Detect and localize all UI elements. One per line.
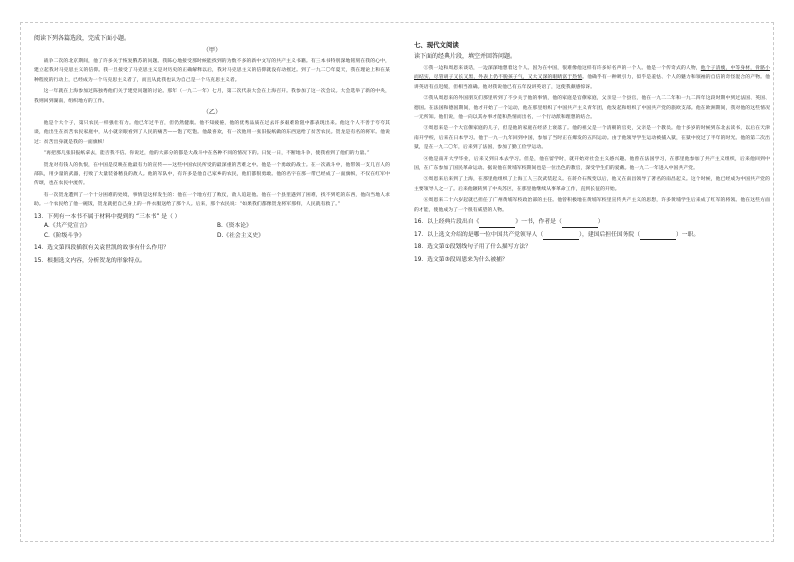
part-b-paragraph: 他是个大个子，第只农民一样强壮有力。他已年过半百，但仍然健康。他不知疲倦，他的优秀品质在过去许多艰难险阻中都表现出来。他这个人不善于夸夸其谈，他出生在贫苦农民家庭中，从小就亲眼看到了人民的痛苦——饱了吃饱。他最喜欢，有一次他用一张旧报纸做的东西送给了贫苦农民。贺龙是有名的将军。他说过：贫苦出身就是我的一面旗帜！ <box>34 121 390 145</box>
question-16-prefix: 16．以上经典片段出自《 <box>414 219 480 226</box>
part-b-paragraph: 有一次贺龙遭到了一个十分困难的处境，事情是这样发生的：他在一个地方打了败仗，敌人追赶他。他在一个县里遇到了困难，找不到吃的东西，他向当地人求助。一个农民给了他一碗饭，贺龙就把自己身上的一件衣服送给了那个人。后来，那个农民说：“如果我们都像贺龙将军那样，人民就有救了。” <box>34 192 390 208</box>
paragraph-text: ⑤周恩来后来到了上海，在那里他组织了上海工人三次武装起义。在蒋介石叛变以后，他又在南昌领导了著名的南昌起义。 <box>423 177 691 183</box>
option-d[interactable]: D.《社会主义史》 <box>217 232 264 239</box>
paragraph-text: ⑥周恩来二十六岁起就已担任了广州黄埔军校政治部的主任。他曾积极地在黄埔军校里宣传共产主义的思想，许多黄埔学生后来成了红军的将领。 <box>423 198 741 204</box>
paragraph-text: ④他是南开大学毕业，后来又到日本去学习。但是，他在留学时，就开始对社会主义感兴趣。他曾在法国学习，在那里他参加了共产主义组织，后来他回到中国，在广东参加了国民革命运动。 <box>414 156 770 172</box>
question-19: 19．选文第③段周恩来为什么被捕？ <box>414 256 508 263</box>
paragraph-text: ③周恩来是一个大官僚家庭的儿子，但是他的家庭在经济上衰落了。他的祖父是一个清朝的官吏，父亲是一个教员。他十多岁的时候到东北去读书，以后在天津南开学校，后来在日本学习。他于一九一九年回到中国，参加了当时正在爆发的五四运动。 <box>414 126 770 141</box>
question-13: 13．下列有一本书不属于材料中提到的 “三本书” 是（ ） <box>34 213 181 220</box>
reading-paragraph-2 <box>414 94 770 122</box>
reading-paragraph-4 <box>414 155 770 174</box>
answer-blank[interactable] <box>640 232 676 240</box>
paragraph-text: ②我从周恩来的外国朋友们那里听到了不少关于他的事情，他的家庭是官僚家庭，父亲是一个县官，他在一九二二年和一九二四年这段时期中到过法国、英国、德国。在法国和德国期间，他才开始了一个运动，他在那里组织了中国共产主义青年团，他发起和组织了中国共产党的旅欧支部。 <box>414 96 770 111</box>
question-16 <box>414 218 770 228</box>
paragraph-text: 他在这些方面的才能，使他成为了一个很有威望的人物。 <box>414 198 771 213</box>
left-instruction: 阅读下列各篇选段，完成下面小题。 <box>34 35 131 42</box>
reading-paragraph-1 <box>414 64 770 92</box>
left-column <box>34 34 390 266</box>
question-17-suffix: ）一职。 <box>676 231 700 238</box>
part-b-paragraph: 贺龙对有钱人的仇恨，在中国是反映在他最有力的宣传——这些中国农民所受的最深重的苦难之中。他是一个勇敢的战士。在一次战斗中，他带领一支几百人的部队，用少量的武器，打败了大量装备精良的敌人。他的军队中，有许多是他自己家乡的农民，他们都很勇敢。他的名字在那一带已经成了一面旗帜，不仅在红军中传颂，也在农民中流传。 <box>34 162 390 187</box>
question-18: 18．选文第①段划线句子用了什么描写方法？ <box>414 244 531 251</box>
question-17 <box>414 231 770 241</box>
section-title: 七、现代文阅读 <box>414 41 459 49</box>
right-column <box>414 34 770 265</box>
underlined-sentence: 他个子清瘦，中等身材，骨骼小而结实，尽管胡子又长又黑，外表上仍不脱孩子气，又大又深的眼睛富于热情 <box>414 66 771 81</box>
paragraph-text: 由于他领导学生运动被捕入狱，在狱中度过了半年的时光。他的第二次出狱，是在一九二〇年，后来到了法国，参加了勤工俭学运动。 <box>414 135 771 151</box>
paragraph-text: ①我一边和周恩来谈话，一边深深地想着这个人。因为在中国，很难像他这样有许多好名声的一个人。他是一个传奇式的人物，他个子清瘦，中等身材，骨骼小而结实，尽管胡子又长又黑，外表上仍不脱孩子气，又大又深的眼睛富于热情。 <box>414 66 771 81</box>
part-a-paragraph: 战争二次的北京期间，他了许多关于恢复俄苏的问题。我陈心地接受那时候能找到的为数不多的新中文写的共产主义书籍。有三本书特别深地铭刻在我的心中，建立起我对马克思主义的信仰。我一旦接受了马克思主义是对历史的正确解释以后，我对马克思主义的信仰就没有动摇过。到了一九二〇年夏天，我在理论上和在某种程度的行动上，已经成为一个马克思主义者了，而且从此我也认为自己是一个马克思主义者。 <box>34 59 390 83</box>
reading-paragraph-6 <box>414 196 770 215</box>
question-16-mid: 》一书，作者是（ <box>515 219 562 226</box>
answer-blank[interactable] <box>562 220 598 228</box>
reading-paragraph-5 <box>414 175 770 194</box>
question-16-suffix: ） <box>597 219 604 226</box>
part-a-paragraph: 这一年就在上海参加过陈独秀他们关于建党问题的讨论。那年（一九二一年）七月，第二次代表大会在上海召开。我参加了这一次会议。大会选举了新的中央，我则回到湖南，组织地方的工作。 <box>34 89 390 104</box>
question-15: 15．根据选文内容，分析贺龙的形象特点。 <box>34 257 146 264</box>
right-instruction: 读下面的经典片段，填空并回答问题。 <box>414 53 517 60</box>
part-b-heading: （乙） <box>202 109 222 117</box>
paragraph-text: 他确乎有一种吸引力，似乎是羞怯、个人的魅力和领袖的自信的奇怪混合的产物。他讲英语有点迟缓，但相当准确。他对我说他已有五年没讲英语了，这使我颇感惊讶。 <box>414 75 770 90</box>
option-b[interactable]: B.《资本论》 <box>217 223 252 230</box>
option-a[interactable]: A.《共产党宣言》 <box>44 223 91 230</box>
answer-blank[interactable] <box>543 232 579 240</box>
question-17-mid: ），建国后担任国务院（ <box>579 231 640 238</box>
paragraph-text: 据说他在黄埔军校期间也是一位出色的教官，深受学生们的爱戴。他一九二一年进入中国共产党。 <box>487 166 699 172</box>
reading-paragraph-3 <box>414 124 770 152</box>
paragraph-text: 这个时候，他已经成为中国共产党的主要领导人之一了。后来他辗转到了中央苏区，在那里他继续从事革命工作，直到长征的开始。 <box>414 177 770 192</box>
option-c[interactable]: C.《阶级斗争》 <box>44 232 85 239</box>
question-13-options <box>34 222 390 241</box>
answer-blank[interactable] <box>479 220 515 228</box>
paragraph-text: 他在欧洲期间，我对他的这些情况一无所知。他们说，他一向以其办事才能和热情而出名，一个行动派和理想的结合。 <box>414 105 770 121</box>
part-b-paragraph: “再把那几张旧报纸拿去，能否我不信。你说过，他的大部分的都是大战斗中在各种不同的情况下的。日复一日，不断地斗争，使我看到了他们的力量。” <box>43 151 370 157</box>
question-14: 14．选文第四段插叙有关袁世凯的故事有什么作用？ <box>34 245 169 252</box>
part-a-heading: （甲） <box>202 47 222 54</box>
question-17-prefix: 17．以上选文介绍的是哪一位中国共产党领导人（ <box>414 231 544 238</box>
